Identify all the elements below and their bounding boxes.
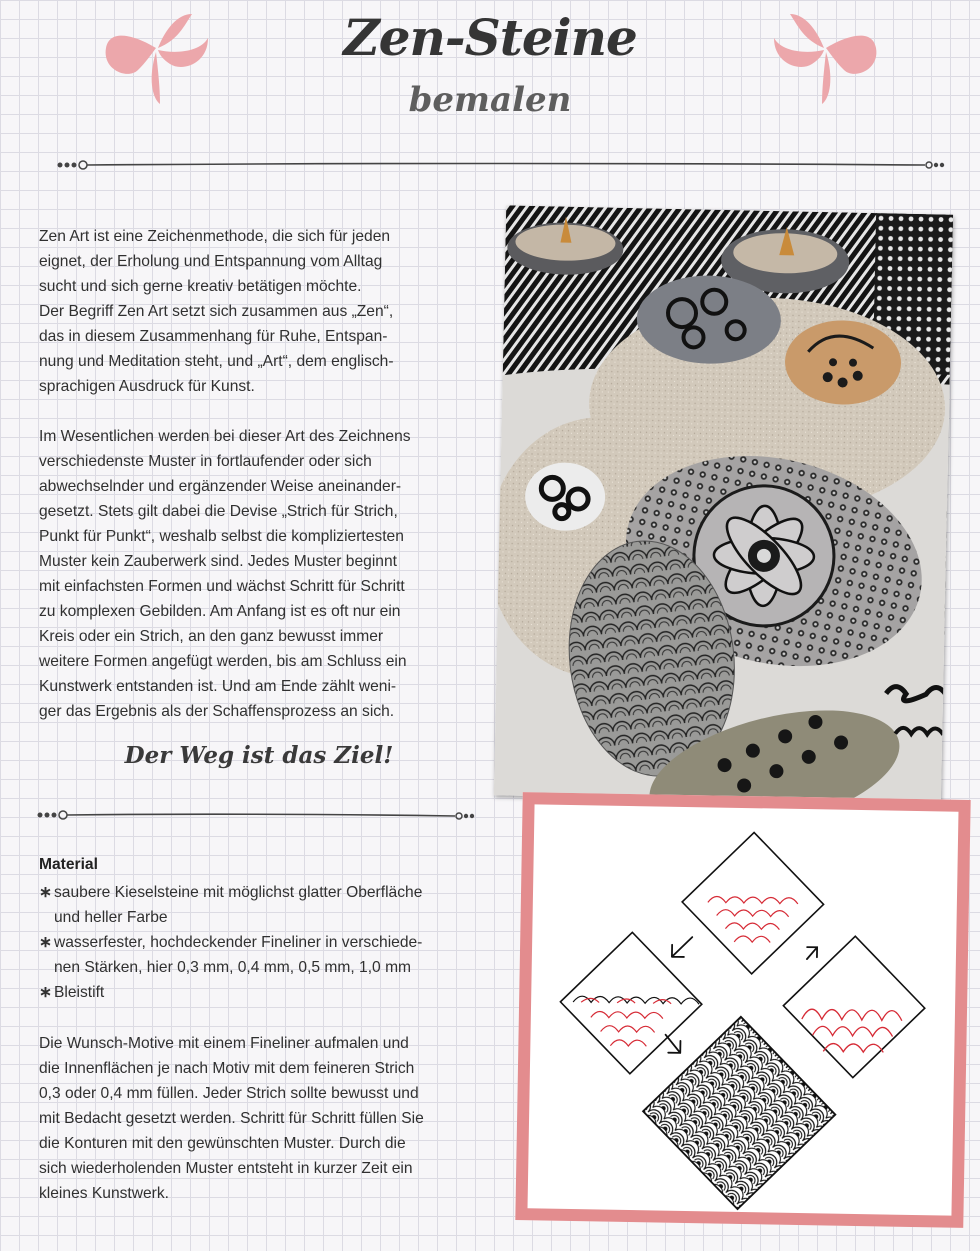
intro-text (39, 224, 479, 724)
top-divider (55, 155, 945, 177)
asterisk-bullet-icon: ∗ (39, 884, 53, 901)
list-item: ∗ saubere Kieselsteine mit möglichst glatter Oberfläche und heller Farbe (39, 880, 479, 930)
arrow-down-left-icon (672, 937, 692, 957)
intro-paragraph-2: Im Wesentlichen werden bei dieser Art des Zeichnens verschiedenste Muster in fortlaufender oder sich abwechselnder und ergänzender Weise aneinander- gesetzt. Stets gilt dabei die Devise „Strich für Strich, Punkt für Punkt“, weshalb selbst die kompliziertesten Muster kein Zauberwerk sind. Jedes Muster beginnt mit einfachsten Formen und wächst Schritt für Schritt zu komplexen Gebilden. Am Anfang ist es oft nur ein Kreis oder ein Strich, an den ganz bewusst immer weitere Formen angefügt werden, bis am Schluss ein Kunstwerk entstanden ist. Und am Ende zählt weni- ger das Ergebnis als der Schaffensprozess an sich. (39, 428, 411, 720)
arrow-up-left-icon (807, 947, 817, 959)
painted-stones-photo (494, 205, 953, 804)
pattern-steps-illustration (515, 792, 970, 1228)
middle-divider (35, 805, 475, 827)
list-item: ∗ wasserfester, hochdeckender Fineliner in verschiede- nen Stärken, hier 0,3 mm, 0,4 mm, 0,5 mm, 1,0 mm (39, 930, 479, 980)
page-title: Zen-Steine (343, 8, 637, 67)
instructions-text (39, 1031, 479, 1206)
asterisk-bullet-icon: ∗ (39, 984, 53, 1001)
instructions-paragraph: Die Wunsch-Motive mit einem Fineliner aufmalen und die Innenflächen je nach Motiv mit dem feineren Strich 0,3 oder 0,4 mm füllen. Jeder Strich sollte bewusst und mit Bedacht gesetzt werden. Schritt für Schritt füllen Sie die Konturen mit den gewünschten Muster. Durch die sich wiederholenden Muster entsteht in kurzer Zeit ein kleines Kunstwerk. (39, 1035, 424, 1202)
list-item: ∗ Bleistift (39, 980, 479, 1005)
arrow-down-right-icon (665, 1035, 680, 1053)
material-heading: Material (39, 856, 98, 873)
page-subtitle: bemalen (408, 80, 572, 120)
intro-paragraph-1: Zen Art ist eine Zeichenmethode, die sich für jeden eignet, der Erholung und Entspannung vom Alltag sucht und sich gerne kreativ betätigen möchte. Der Begriff Zen Art setzt sich zusammen aus „Zen“, das in diesem Zusammenhang für Ruhe, Entspan- nung und Meditation steht, und „Art“, dem englisch- sprachigen Ausdruck für Kunst. (39, 228, 394, 395)
material-list (39, 880, 479, 1005)
motto: Der Weg ist das Ziel! (124, 742, 394, 769)
asterisk-bullet-icon: ∗ (39, 934, 53, 951)
